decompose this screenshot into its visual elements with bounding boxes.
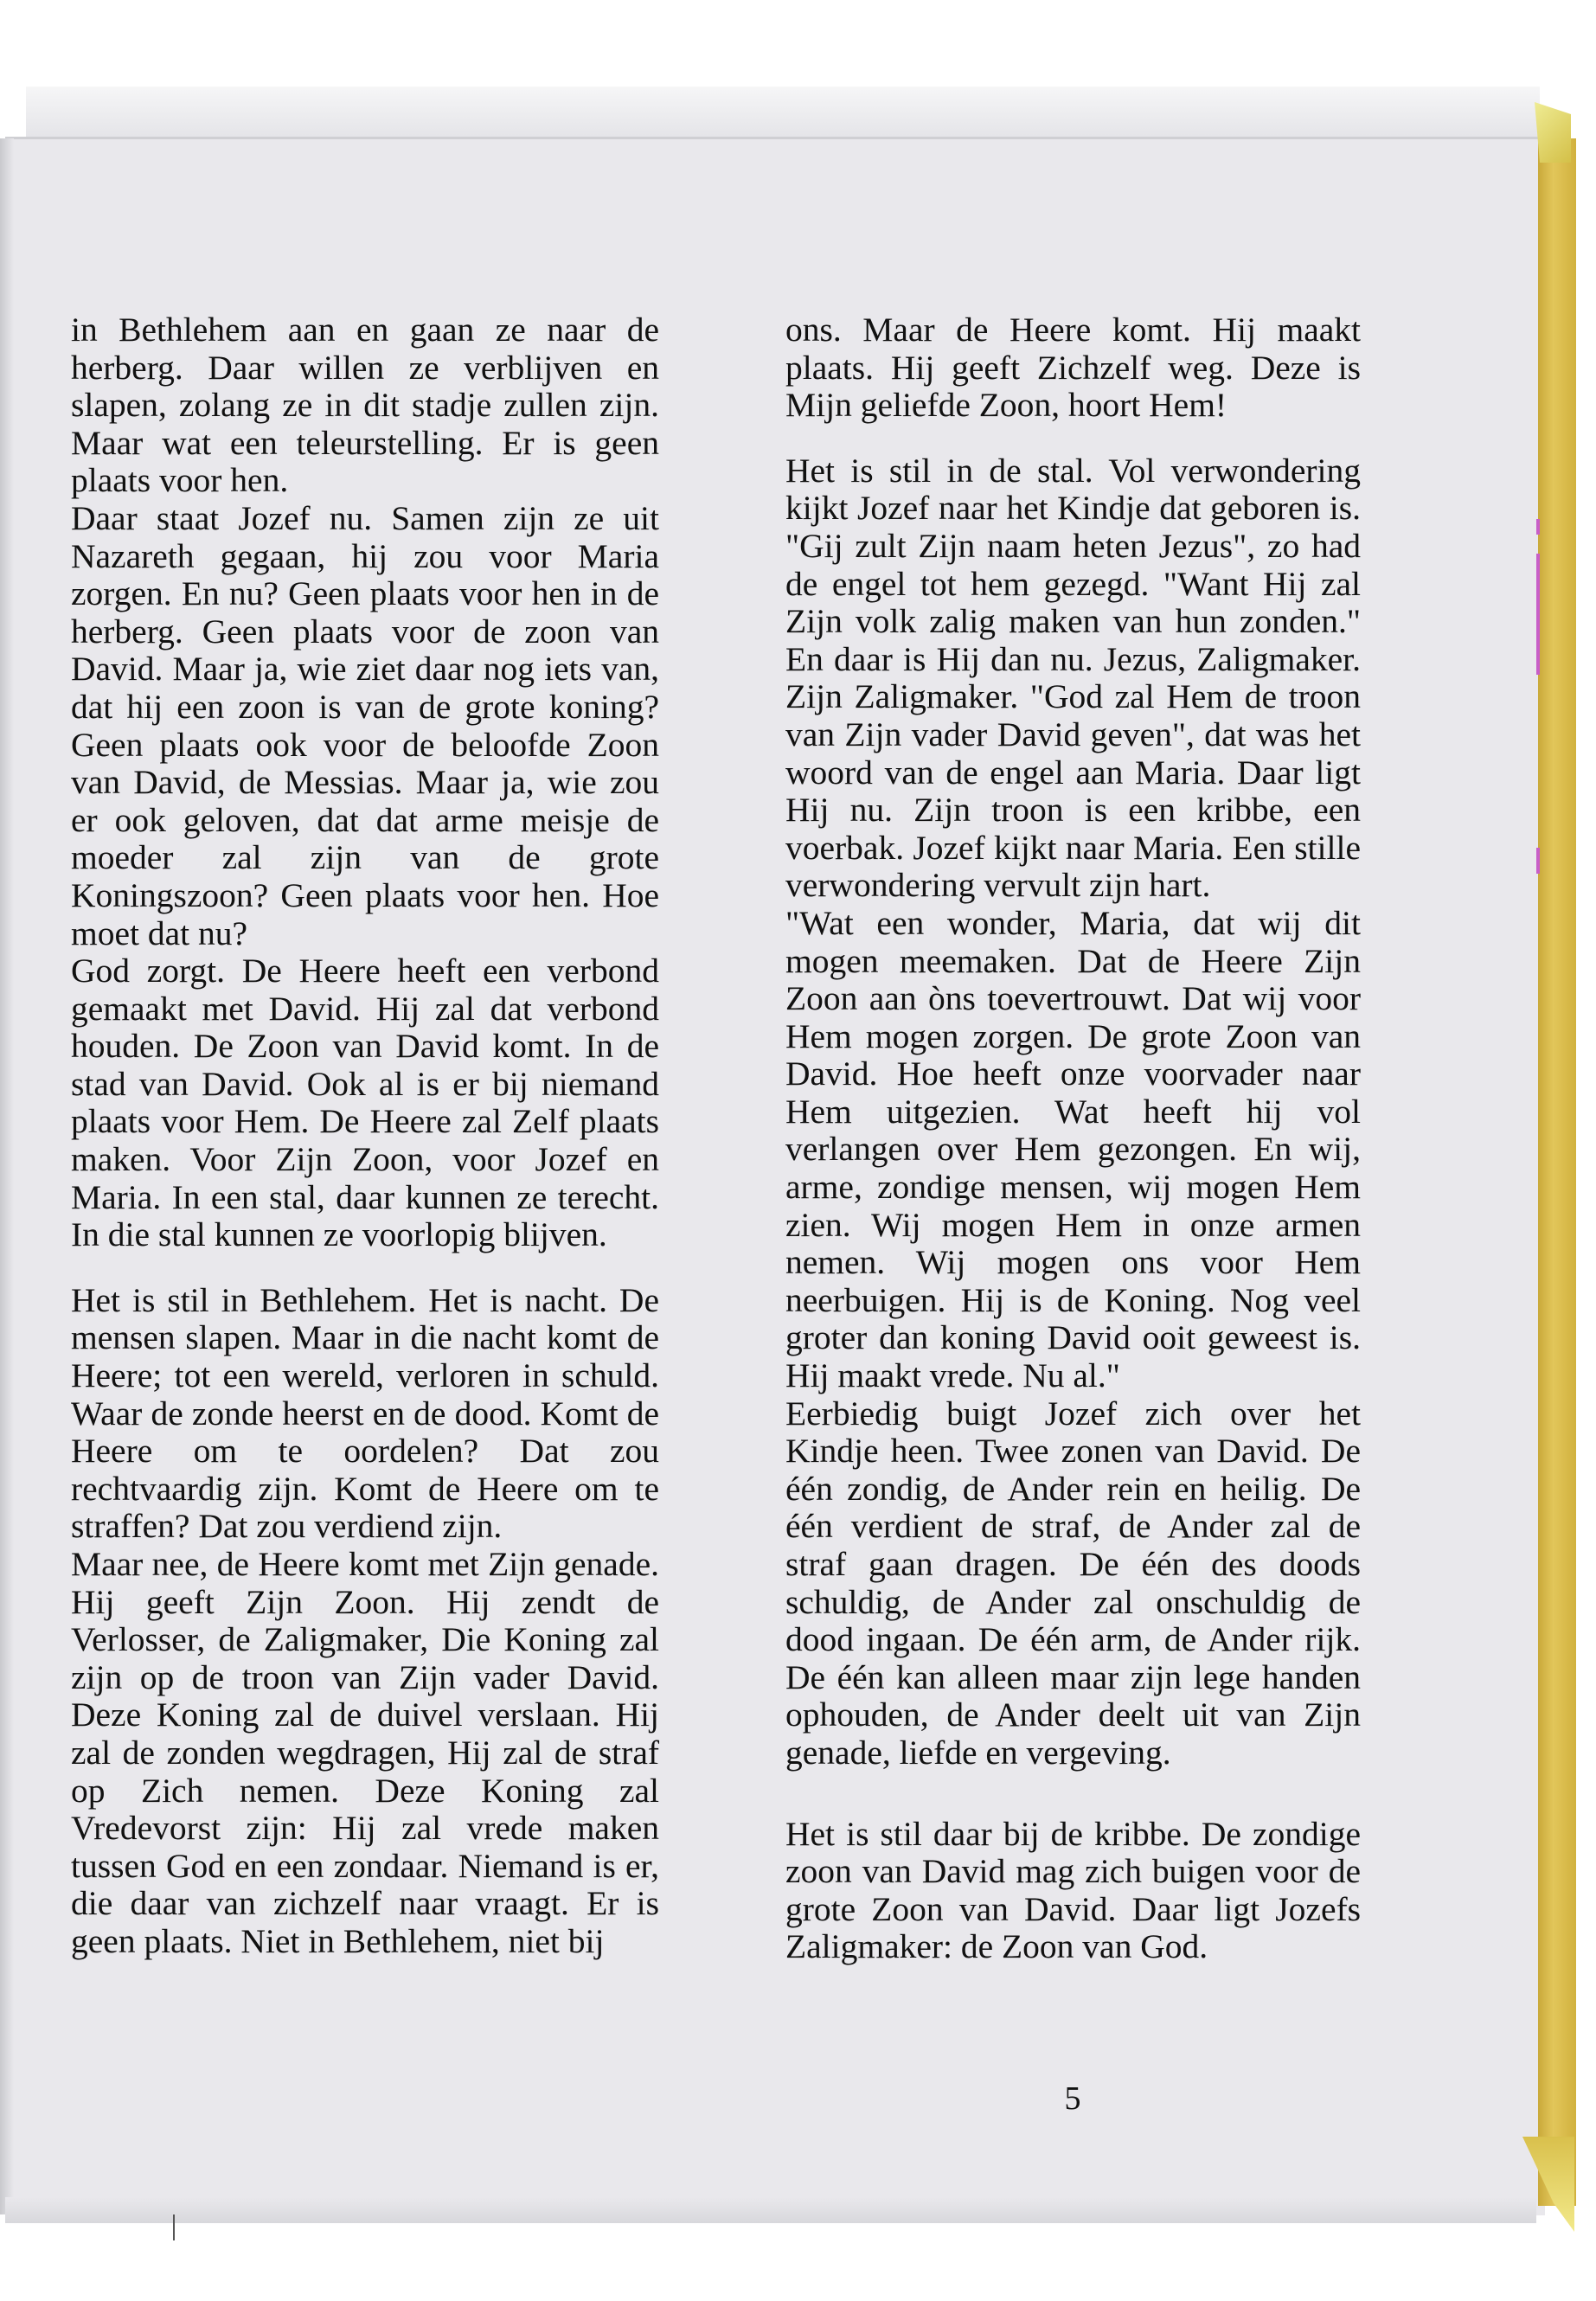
page-top-shadow <box>26 87 1540 138</box>
page-number: 5 <box>1064 2080 1081 2117</box>
page-edge-marker-tick <box>1536 848 1540 874</box>
right-text-column <box>785 311 1361 1966</box>
left-text-column <box>71 311 659 1961</box>
paragraph-block: in Bethlehem aan en gaan ze naar de herberg. Daar willen ze verblijven en slapen, zolang ze in dit stadje zullen zijn. Maar wat een teleurstelling. Er is geen plaats voor hen. Daar staat Jozef nu. Samen zijn ze uit Nazareth gegaan, hij zou voor Maria zorgen. En nu? Geen plaats voor hen in de herberg. Geen plaats voor de zoon van David. Maar ja, wie ziet daar nog iets van, dat hij een zoon is van de grote koning? Geen plaats ook voor de beloofde Zoon van David, de Messias. Maar ja, wie zou er ook geloven, dat dat arme meisje de moeder zal zijn van de grote Koningszoon? Geen plaats voor hen. Hoe moet dat nu? God zorgt. De Heere heeft een verbond gemaakt met David. Hij zal dat verbond houden. De Zoon van David komt. In de stad van David. Ook al is er bij niemand plaats voor Hem. De Heere zal Zelf plaats maken. Voor Zijn Zoon, voor Jozef en Maria. In een stal, daar kunnen ze terecht. In die stal kunnen ze voorlopig blijven. <box>71 311 659 1254</box>
page-edge-marker <box>1536 554 1540 675</box>
paragraph-block: Het is stil daar bij de kribbe. De zondige zoon van David mag zich buigen voor de grote Zoon van David. Daar ligt Jozefs Zaligmaker: de Zoon van God. <box>785 1814 1361 1966</box>
page-edge-marker-small <box>1536 519 1540 535</box>
scan-speck <box>173 2214 192 2240</box>
book-spine-edge <box>1538 138 1576 2206</box>
paragraph-block: Het is stil in de stal. Vol verwondering kijkt Jozef naar het Kindje dat geboren is. "Gij zult Zijn naam heten Jezus", zo had de engel tot hem gezegd. "Want Hij zal Zijn volk zalig maken van hun zonden." En daar is Hij dan nu. Jezus, Zaligmaker. Zijn Zaligmaker. "God zal Hem de troon van Zijn vader David geven", dat was het woord van de engel aan Maria. Daar ligt Hij nu. Zijn troon is een kribbe, een voerbak. Jozef kijkt naar Maria. Een stille verwondering vervult zijn hart. "Wat een wonder, Maria, dat wij dit mogen meemaken. Dat de Heere Zijn Zoon aan òns toevertrouwt. Dat wij voor Hem mogen zorgen. De grote Zoon van David. Hoe heeft onze voorvader naar Hem uitgezien. Wat heeft hij vol verlangen over Hem gezongen. En wij, arme, zondige mensen, wij mogen Hem zien. Wij mogen Hem in onze armen nemen. Wij mogen ons voor Hem neerbuigen. Hij is de Koning. Nog veel groter dan koning David ooit geweest is. Hij maakt vrede. Nu al." Eerbiedig buigt Jozef zich over het Kindje heen. Twee zonen van David. De één zondig, de Ander rein en heilig. De één verdient de straf, de Ander zal de straf gaan dragen. De één des doods schuldig, de Ander zal onschuldig de dood ingaan. De één arm, de Ander rijk. De één kan alleen maar zijn lege handen ophouden, de Ander deelt uit van Zijn genade, liefde en vergeving. <box>785 451 1361 1772</box>
page-bottom-shade <box>5 2197 1536 2223</box>
paragraph-block: ons. Maar de Heere komt. Hij maakt plaats. Hij geeft Zichzelf weg. Deze is Mijn geliefde Zoon, hoort Hem! <box>785 311 1361 425</box>
paragraph-block: Het is stil in Bethlehem. Het is nacht. De mensen slapen. Maar in die nacht komt de Heere; tot een wereld, verloren in schuld. Waar de zonde heerst en de dood. Komt de Heere om te oordelen? Dat zou rechtvaardig zijn. Komt de Heere om te straffen? Dat zou verdiend zijn. Maar nee, de Heere komt met Zijn genade. Hij geeft Zijn Zoon. Hij zendt de Verlosser, de Zaligmaker, Die Koning zal zijn op de troon van Zijn vader David. Deze Koning zal de duivel verslaan. Hij zal de zonden wegdragen, Hij zal de straf op Zich nemen. Deze Koning zal Vredevorst zijn: Hij zal vrede maken tussen God en een zondaar. Niemand is er, die daar van zichzelf naar vraagt. Er is geen plaats. Niet in Bethlehem, niet bij <box>71 1280 659 1960</box>
page-left-edge <box>0 138 14 2214</box>
